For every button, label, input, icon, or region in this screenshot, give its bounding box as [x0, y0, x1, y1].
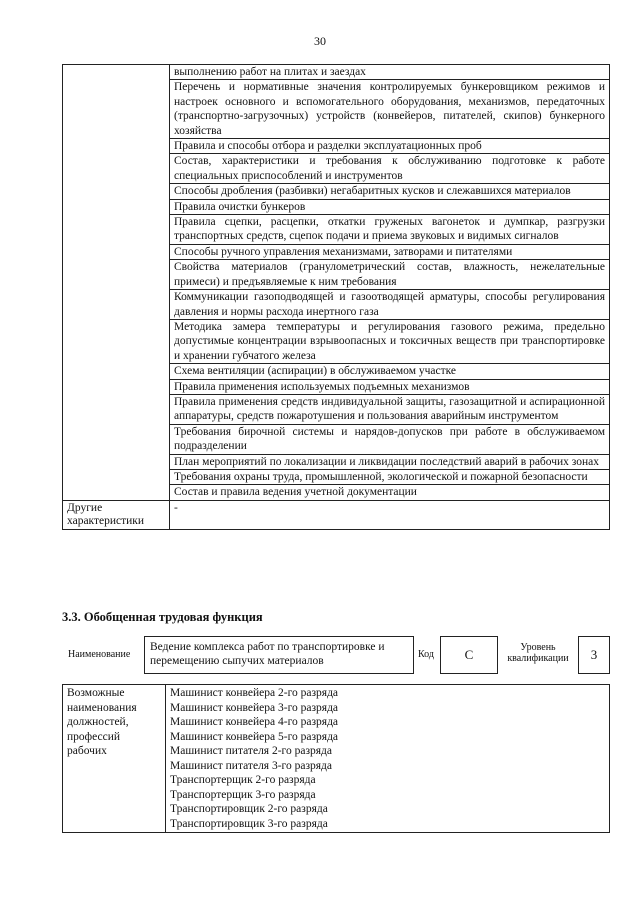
position-item: Машинист конвейера 3-го разряда: [170, 701, 339, 714]
knowledge-item: Состав, характеристики и требования к обслуживанию подготовке к работе специальных приспособлений и инструментов: [170, 154, 610, 184]
level-label: Уровень квалификации: [507, 642, 569, 664]
position-item: Транспортировщик 3-го разряда: [170, 817, 328, 830]
knowledge-item: Правила применения средств индивидуальной защиты, газозащитной и аспирационной аппаратуры, средств пожаротушения и пользования аварийным инструментом: [170, 394, 610, 424]
knowledge-item: Правила очистки бункеров: [170, 199, 610, 214]
position-item: Машинист конвейера 4-го разряда: [170, 716, 339, 728]
position-item: Транспортерщик 3-го разряда: [170, 788, 316, 801]
other-characteristics-value: -: [170, 500, 610, 529]
page-number: 30: [314, 34, 326, 48]
knowledge-item: Правила применения используемых подъемных механизмов: [170, 379, 610, 394]
table-row: [63, 65, 610, 80]
section-title: 3.3. Обобщенная трудовая функция: [62, 610, 263, 624]
function-header: [62, 636, 610, 674]
knowledge-item: Коммуникации газоподводящей и газоотводящей арматуры, способы регулирования давления и нормы расхода инертного газа: [170, 290, 610, 320]
knowledge-item: Правила и способы отбора и разделки эксплуатационных проб: [170, 139, 610, 154]
position-item: Машинист конвейера 2-го разряда: [170, 687, 339, 699]
positions-label: Возможные наименования должностей, профессий рабочих: [63, 685, 166, 833]
position-item: Машинист конвейера 5-го разряда: [170, 730, 339, 743]
knowledge-item: выполнению работ на плитах и заездах: [170, 65, 610, 80]
knowledge-item: Схема вентиляции (аспирации) в обслуживаемом участке: [170, 364, 610, 379]
knowledge-item: Методика замера температуры и регулирования газового режима, предельно допустимые концентрации взрывоопасных и токсичных веществ при транспортировке и хранении губчатого железа: [170, 319, 610, 363]
positions-list: [166, 685, 610, 833]
knowledge-table: [62, 64, 610, 530]
knowledge-item: Требования бирочной системы и нарядов-допусков при работе в обслуживаемом подразделении: [170, 424, 610, 454]
name-value: Ведение комплекса работ по транспортировке и перемещению сыпучих материалов: [144, 636, 414, 674]
knowledge-item: План мероприятий по локализации и ликвидации последствий аварий в рабочих зонах: [170, 454, 610, 469]
level-value: 3: [578, 636, 610, 674]
code-value: C: [440, 636, 498, 674]
knowledge-item: Состав и правила ведения учетной документации: [170, 485, 610, 500]
position-item: Машинист питателя 3-го разряда: [170, 759, 332, 772]
knowledge-item: Способы ручного управления механизмами, затворами и питателями: [170, 244, 610, 259]
knowledge-item: Требования охраны труда, промышленной, экологической и пожарной безопасности: [170, 469, 610, 484]
knowledge-item: Свойства материалов (гранулометрический состав, влажность, нежелательные примеси) и предъявляемые к ним требования: [170, 260, 610, 290]
name-label: Наименование: [68, 649, 131, 660]
knowledge-item: Перечень и нормативные значения контролируемых бункеровщиком режимов и настроек основного и вспомогательного оборудования, механизмов, передаточных (транспортно-загрузочных) устройств (конвейеров, питателей, скипов) бункерного хозяйства: [170, 80, 610, 139]
knowledge-item: Способы дробления (разбивки) негабаритных кусков и слежавшихся материалов: [170, 184, 610, 199]
position-item: Транспортировщик 2-го разряда: [170, 803, 328, 815]
knowledge-label-cell: [63, 65, 170, 501]
code-label: Код: [418, 649, 434, 660]
knowledge-item: Правила сцепки, расцепки, откатки груженых вагонеток и думпкар, разгрузки транспортных средств, сцепок подачи и приема звуковых и видимых сигналов: [170, 215, 610, 245]
position-item: Транспортерщик 2-го разряда: [170, 774, 316, 786]
positions-table: [62, 684, 610, 833]
table-row: [63, 500, 610, 529]
table-row: [63, 685, 610, 833]
position-item: Машинист питателя 2-го разряда: [170, 745, 332, 757]
other-characteristics-label: Другие характеристики: [63, 500, 170, 529]
